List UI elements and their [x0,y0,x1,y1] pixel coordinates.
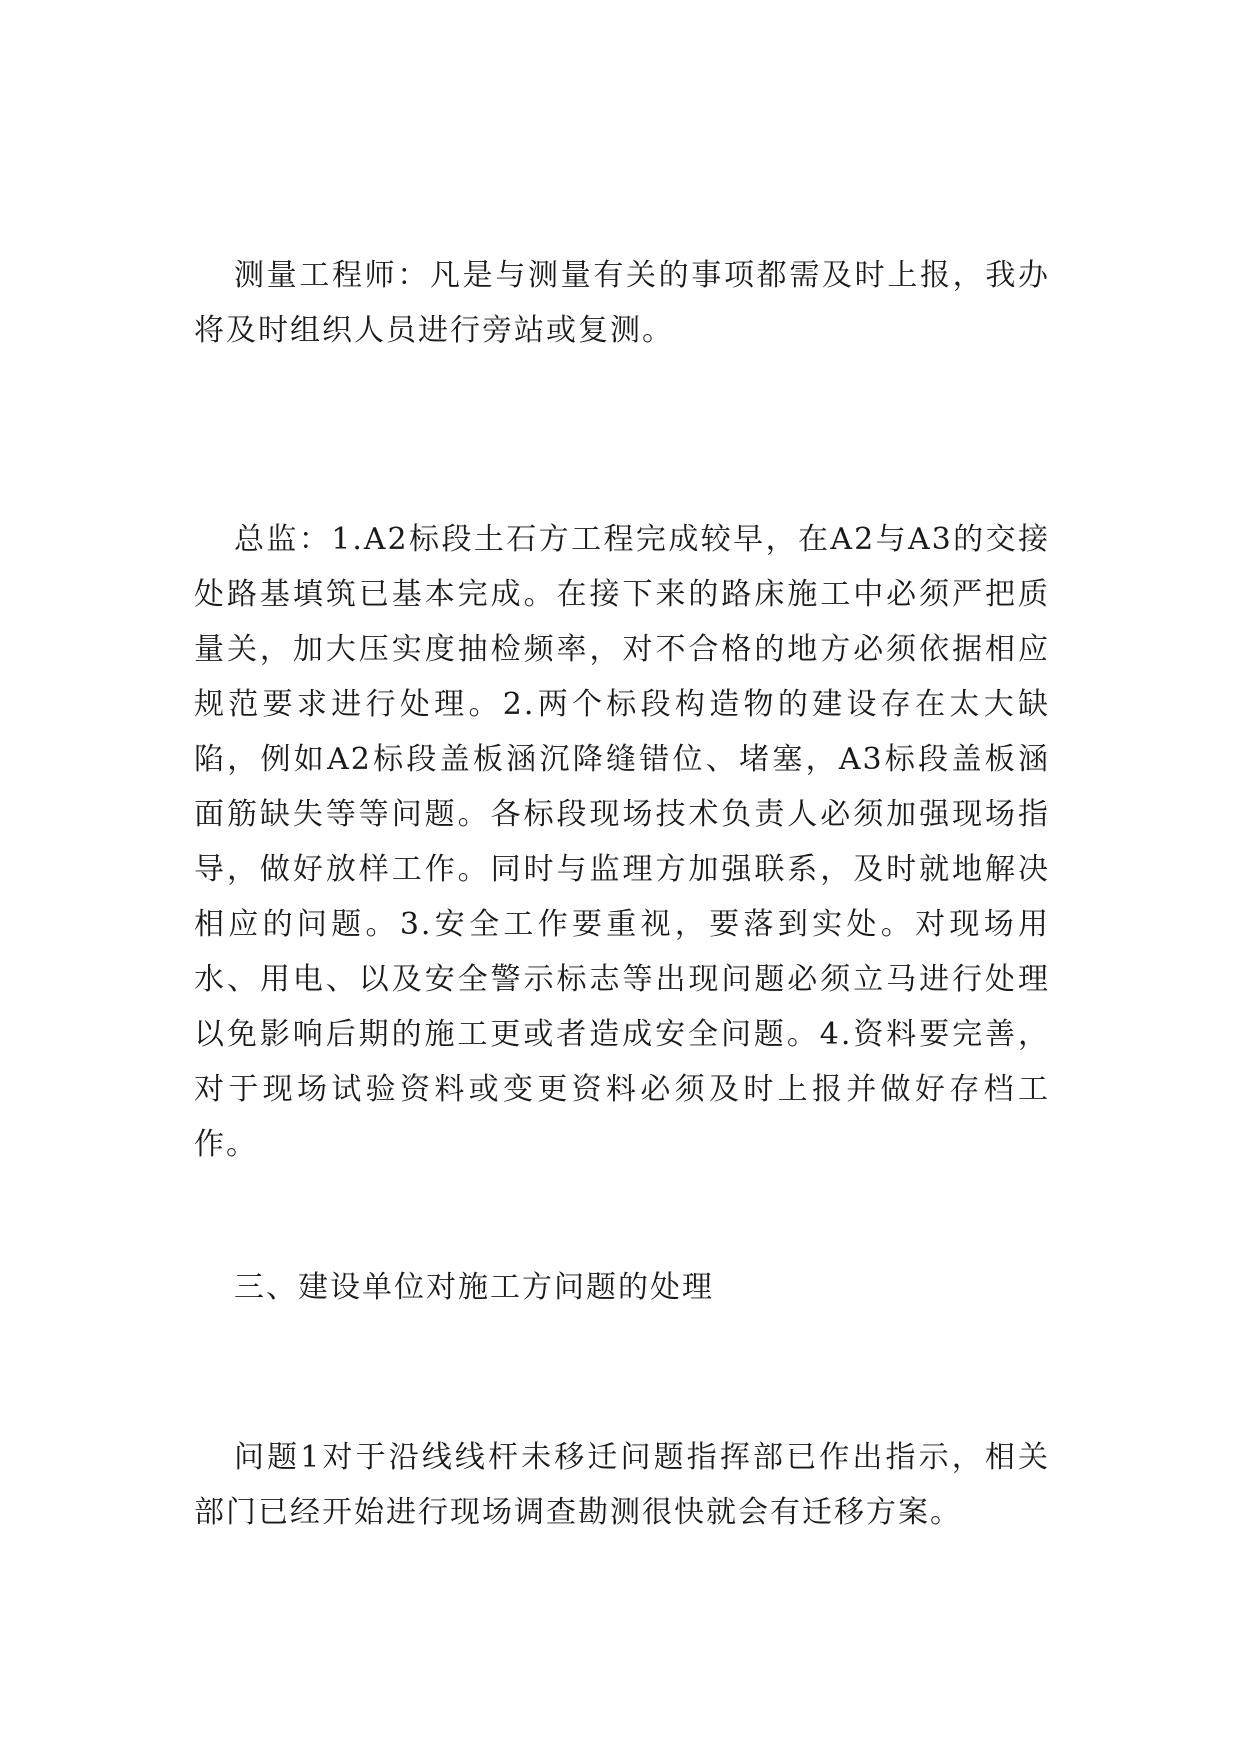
paragraph-chief-supervisor: 总监：1.A2标段土石方工程完成较早，在A2与A3的交接处路基填筑已基本完成。在接下来的路床施工中必须严把质量关，加大压实度抽检频率，对不合格的地方必须依据相应规范要求进行处理。2.两个标段构造物的建设存在太大缺陷，例如A2标段盖板涵沉降缝错位、堵塞，A3标段盖板涵面筋缺失等等问题。各标段现场技术负责人必须加强现场指导，做好放样工作。同时与监理方加强联系，及时就地解决相应的问题。3.安全工作要重视，要落到实处。对现场用水、用电、以及安全警示标志等出现问题必须立马进行处理以免影响后期的施工更或者造成安全问题。4.资料要完善，对于现场试验资料或变更资料必须及时上报并做好存档工作。 [194,522,1050,1162]
section-heading: 三、建设单位对施工方问题的处理 [234,1270,714,1305]
paragraph-issue-1: 问题1对于沿线线杆未移迁问题指挥部已作出指示，相关部门已经开始进行现场调查勘测很快就会有迁移方案。 [194,1440,1050,1530]
paragraph-surveyor: 测量工程师：凡是与测量有关的事项都需及时上报，我办将及时组织人员进行旁站或复测。 [194,258,1050,348]
